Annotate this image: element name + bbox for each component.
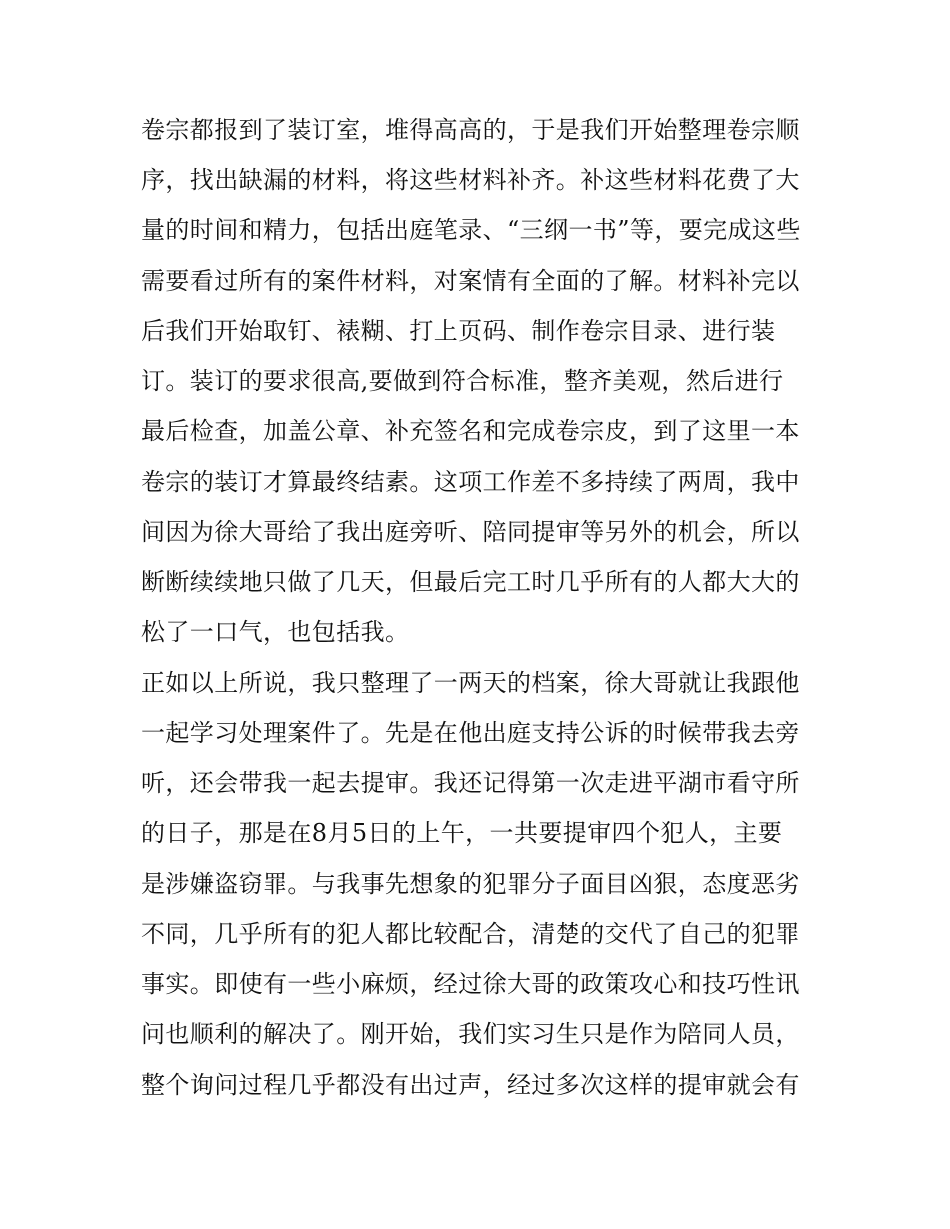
paragraph-2-line-2: 一起学习处理案件了。先是在他出庭支持公诉的时候带我去旁: [141, 719, 800, 747]
paragraph-1-line-3: 量的时间和精力，包括出庭笔录、“三纲一书”等，要完成这些: [141, 216, 801, 244]
paragraph-1-line-9: 间因为徐大哥给了我出庭旁听、陪同提审等另外的机会，所以: [141, 518, 800, 546]
paragraph-1-line-8: 卷宗的装订才算最终结素。这项工作差不多持续了两周，我中: [141, 468, 800, 496]
paragraph-1-line-2: 序，找出缺漏的材料，将这些材料补齐。补这些材料花费了大: [141, 166, 800, 194]
paragraph-2-line-1: 正如以上所说，我只整理了一两天的档案，徐大哥就让我跟他: [141, 669, 800, 697]
paragraph-1-line-7: 最后检查，加盖公章、补充签名和完成卷宗皮，到了这里一本: [141, 417, 800, 445]
paragraph-1-line-4: 需要看过所有的案件材料，对案情有全面的了解。材料补完以: [141, 267, 800, 295]
paragraph-2-line-6: 不同，几乎所有的犯人都比较配合，清楚的交代了自己的犯罪: [141, 920, 800, 948]
paragraph-2-line-8: 问也顺利的解决了。刚开始，我们实习生只是作为陪同人员，: [141, 1020, 800, 1048]
paragraph-1-line-5: 后我们开始取钉、裱糊、打上页码、制作卷宗目录、进行装: [141, 317, 776, 345]
paragraph-2-line-4: 的日子，那是在8月5日的上午，一共要提审四个犯人，主要: [141, 819, 783, 847]
paragraph-1-line-1: 卷宗都报到了装订室，堆得高高的，于是我们开始整理卷宗顺: [141, 116, 800, 144]
paragraph-1-line-6: 订。装订的要求很高,要做到符合标准，整齐美观，然后进行: [141, 367, 784, 395]
paragraph-1-line-11: 松了一口气，也包括我。: [141, 618, 410, 646]
paragraph-2-line-5: 是涉嫌盗窃罪。与我事先想象的犯罪分子面目凶狠，态度恶劣: [141, 870, 800, 898]
paragraph-2-line-3: 听，还会带我一起去提审。我还记得第一次走进平湖市看守所: [141, 769, 800, 797]
paragraph-2-line-7: 事实。即使有一些小麻烦，经过徐大哥的政策攻心和技巧性讯: [141, 970, 800, 998]
paragraph-1-line-10: 断断续续地只做了几天，但最后完工时几乎所有的人都大大的: [141, 568, 800, 596]
paragraph-2-line-9: 整个询问过程几乎都没有出过声，经过多次这样的提审就会有: [141, 1071, 800, 1099]
